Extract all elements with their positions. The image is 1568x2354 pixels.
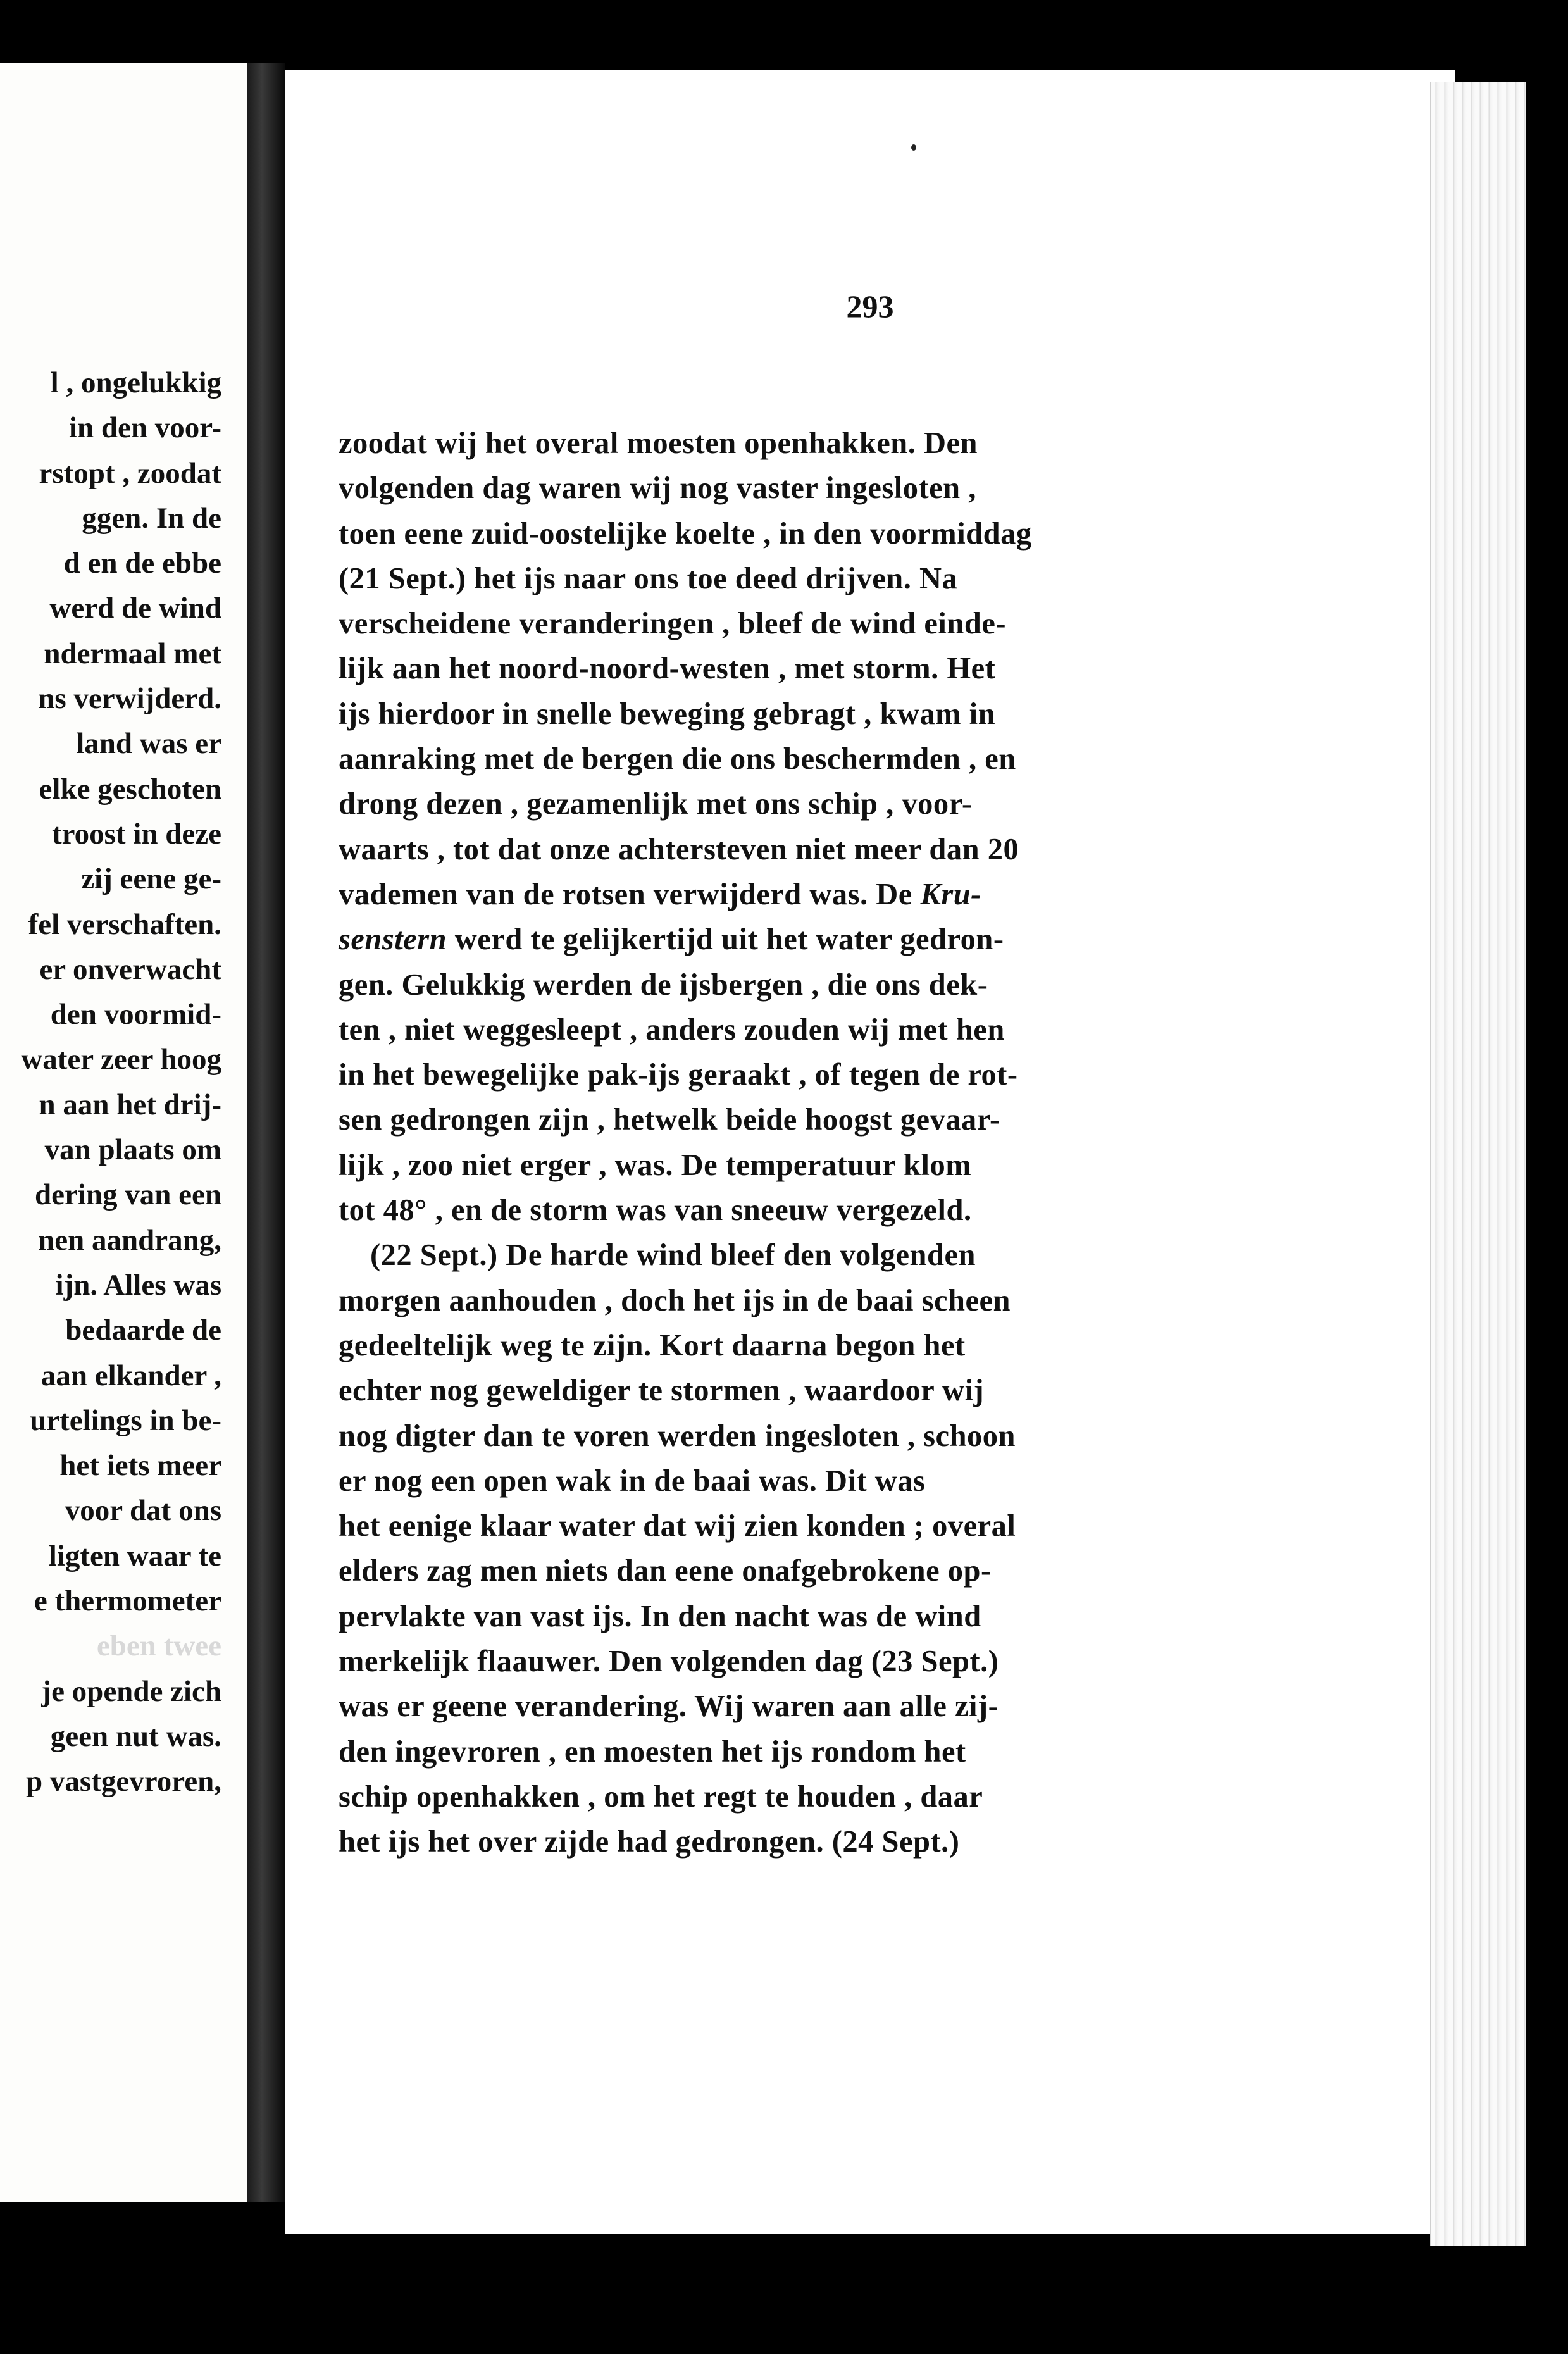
text-line bbox=[339, 1774, 1414, 1819]
line-text: verscheidene veranderingen , bleef de wind einde- bbox=[339, 607, 1007, 641]
previous-page-line: eben twee bbox=[96, 1629, 221, 1663]
previous-page-line: l , ongelukkig bbox=[50, 366, 221, 399]
page-body-text bbox=[339, 421, 1414, 1865]
line-text: drong dezen , gezamenlijk met ons schip , voor- bbox=[339, 787, 973, 821]
line-text: vademen van de rotsen verwijderd was. De bbox=[339, 877, 921, 911]
previous-page-line: voor dat ons bbox=[65, 1494, 221, 1528]
text-line bbox=[339, 1414, 1414, 1459]
text-line bbox=[339, 1323, 1414, 1368]
line-text: lijk aan het noord-noord-westen , met storm. Het bbox=[339, 652, 996, 686]
text-line bbox=[339, 1007, 1414, 1052]
text-line bbox=[339, 1052, 1414, 1097]
line-text: schip openhakken , om het regt te houden , daar bbox=[339, 1779, 983, 1814]
line-text: waarts , tot dat onze achtersteven niet meer dan 20 bbox=[339, 832, 1019, 866]
previous-page-line: ligten waar te bbox=[48, 1539, 221, 1572]
line-text: gedeeltelijk weg te zijn. Kort daarna begon het bbox=[339, 1328, 966, 1362]
text-line bbox=[339, 1684, 1414, 1729]
previous-page-line: troost in deze bbox=[51, 817, 221, 850]
text-line bbox=[339, 1639, 1414, 1684]
previous-page-line: ggen. In de bbox=[82, 501, 221, 535]
text-line bbox=[339, 1278, 1414, 1323]
previous-page-line: werd de wind bbox=[49, 592, 221, 625]
text-line bbox=[339, 1729, 1414, 1774]
previous-page-line: e thermometer bbox=[34, 1585, 221, 1618]
line-text: den ingevroren , en moesten het ijs rondom het bbox=[339, 1734, 966, 1769]
text-line bbox=[339, 1097, 1414, 1142]
text-line bbox=[339, 1594, 1414, 1639]
text-line bbox=[339, 737, 1414, 782]
previous-page-line: bedaarde de bbox=[65, 1314, 221, 1347]
line-text: was er geene verandering. Wij waren aan alle zij- bbox=[339, 1690, 999, 1724]
book-gutter bbox=[247, 63, 285, 2202]
line-text: ten , niet weggesleept , anders zouden wij met hen bbox=[339, 1012, 1005, 1047]
previous-page-fragment bbox=[0, 63, 247, 2202]
previous-page-line: land was er bbox=[76, 727, 221, 761]
line-text: volgenden dag waren wij nog vaster ingesloten , bbox=[339, 471, 976, 506]
previous-page-line: het iets meer bbox=[59, 1449, 221, 1483]
line-text: merkelijk flaauwer. Den volgenden dag (23 Sept.) bbox=[339, 1645, 999, 1679]
text-line bbox=[339, 692, 1414, 737]
previous-page-line: d en de ebbe bbox=[63, 547, 221, 580]
text-line bbox=[339, 556, 1414, 601]
line-text: gen. Gelukkig werden de ijsbergen , die ons dek- bbox=[339, 968, 988, 1002]
line-text: aanraking met de bergen die ons beschermden , en bbox=[339, 742, 1016, 776]
line-text: nog digter dan te voren werden ingesloten , schoon bbox=[339, 1419, 1016, 1453]
previous-page-line: van plaats om bbox=[44, 1133, 221, 1167]
line-text: in het bewegelijke pak-ijs geraakt , of tegen de rot- bbox=[339, 1058, 1018, 1092]
line-text: sen gedrongen zijn , hetwelk beide hoogst gevaar- bbox=[339, 1103, 1000, 1137]
text-line bbox=[339, 917, 1414, 962]
text-line bbox=[339, 601, 1414, 646]
text-line bbox=[339, 827, 1414, 872]
text-line bbox=[339, 1504, 1414, 1548]
line-text: ijs hierdoor in snelle beweging gebragt , kwam in bbox=[339, 697, 996, 731]
text-line bbox=[339, 466, 1414, 511]
page-number: 293 bbox=[846, 289, 894, 324]
text-line bbox=[339, 511, 1414, 556]
line-text: tot 48° , en de storm was van sneeuw vergezeld. bbox=[339, 1193, 972, 1228]
text-line bbox=[339, 421, 1414, 466]
italic-ship-name: Kru- bbox=[920, 877, 981, 911]
line-text: (22 Sept.) De harde wind bleef den volgenden bbox=[370, 1238, 976, 1273]
line-text: zoodat wij het overal moesten openhakken. Den bbox=[339, 427, 978, 460]
line-text: elders zag men niets dan eene onafgebrokene op- bbox=[339, 1554, 992, 1588]
line-text: het eenige klaar water dat wij zien konden ; overal bbox=[339, 1509, 1016, 1543]
italic-ship-name: senstern bbox=[339, 923, 447, 957]
previous-page-line: je opende zich bbox=[41, 1674, 221, 1708]
line-text: toen eene zuid-oostelijke koelte , in den voormiddag bbox=[339, 516, 1032, 551]
text-line bbox=[339, 646, 1414, 691]
previous-page-line: dering van een bbox=[34, 1178, 221, 1212]
line-text: het ijs het over zijde had gedrongen. (24 Sept.) bbox=[339, 1825, 960, 1859]
previous-page-line: n aan het drij- bbox=[39, 1088, 221, 1121]
line-text: er nog een open wak in de baai was. Dit was bbox=[339, 1464, 926, 1498]
previous-page-line: zij eene ge- bbox=[81, 863, 221, 896]
text-line bbox=[339, 1548, 1414, 1593]
previous-page-line: p vastgevroren, bbox=[26, 1765, 221, 1798]
previous-page-line: urtelings in be- bbox=[30, 1404, 221, 1437]
text-line bbox=[339, 962, 1414, 1007]
text-line bbox=[339, 1143, 1414, 1188]
previous-page-line: fel verschaften. bbox=[28, 907, 221, 941]
previous-page-line: ns verwijderd. bbox=[38, 682, 221, 716]
ink-speck bbox=[911, 144, 916, 151]
text-line bbox=[339, 1459, 1414, 1504]
line-text: lijk , zoo niet erger , was. De temperatuur klom bbox=[339, 1148, 972, 1182]
line-text: echter nog geweldiger te stormen , waardoor wij bbox=[339, 1374, 985, 1408]
text-line bbox=[339, 872, 1414, 917]
previous-page-line: ijn. Alles was bbox=[55, 1268, 221, 1302]
previous-page-line: er onverwacht bbox=[39, 952, 221, 986]
text-line bbox=[339, 1368, 1414, 1413]
page-edges bbox=[1430, 82, 1526, 2246]
text-line bbox=[339, 782, 1414, 826]
previous-page-line: water zeer hoog bbox=[21, 1043, 221, 1076]
previous-page-line: geen nut was. bbox=[50, 1719, 221, 1753]
line-text: werd te gelijkertijd uit het water gedron- bbox=[447, 923, 1004, 957]
line-text: (21 Sept.) het ijs naar ons toe deed drijven. Na bbox=[339, 561, 958, 595]
page bbox=[285, 70, 1455, 2234]
previous-page-line: rstopt , zoodat bbox=[39, 456, 221, 490]
previous-page-line: ndermaal met bbox=[44, 637, 221, 670]
text-line bbox=[339, 1819, 1414, 1864]
previous-page-text bbox=[0, 361, 221, 1805]
line-text: pervlakte van vast ijs. In den nacht was de wind bbox=[339, 1599, 981, 1633]
previous-page-line: den voormid- bbox=[50, 998, 221, 1031]
previous-page-line: elke geschoten bbox=[39, 772, 221, 806]
text-line bbox=[339, 1233, 1414, 1278]
previous-page-line: aan elkander , bbox=[40, 1359, 221, 1392]
text-line bbox=[339, 1188, 1414, 1233]
previous-page-line: in den voor- bbox=[68, 411, 221, 445]
previous-page-line: nen aandrang, bbox=[38, 1223, 221, 1257]
line-text: morgen aanhouden , doch het ijs in de baai scheen bbox=[339, 1283, 1011, 1317]
